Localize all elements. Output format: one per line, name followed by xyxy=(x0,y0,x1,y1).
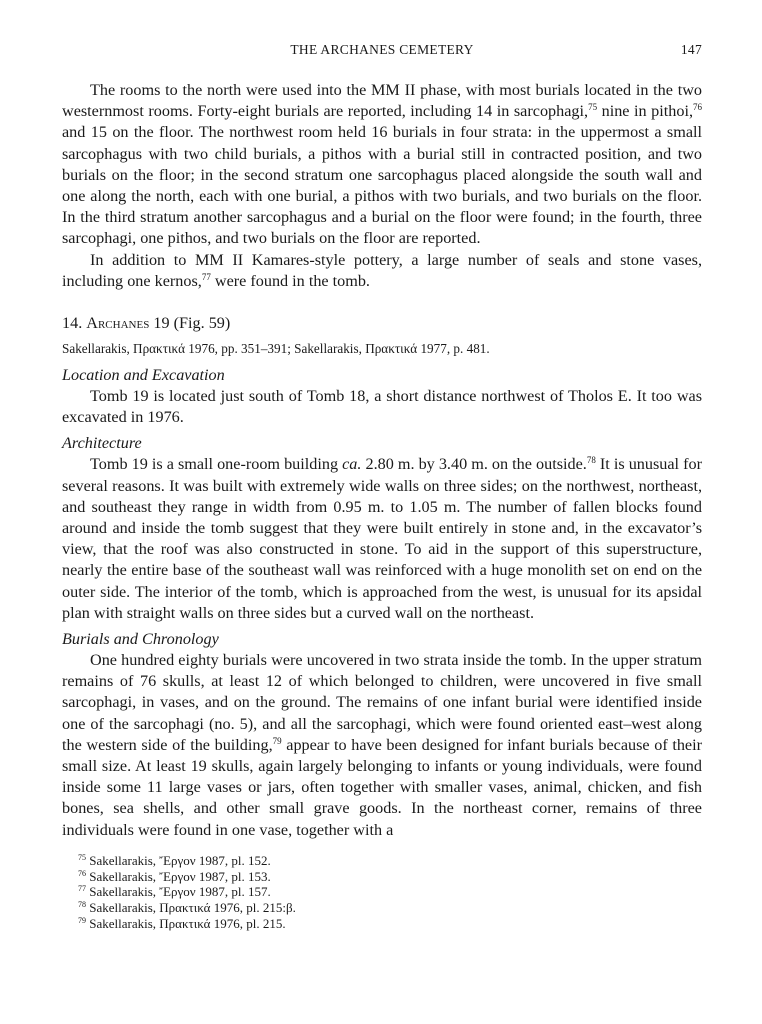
running-title: THE ARCHANES CEMETERY xyxy=(290,42,474,57)
subheading-location: Location and Excavation xyxy=(62,366,225,385)
paragraph-north-rooms xyxy=(62,80,702,250)
text-run: and 15 on the floor. The northwest room held 16 burials in four strata: in the uppermost a small sarcophagus with two child burials, a pithos with a burial still in contracted position, and two burials on the floor; in the second stratum one sarcophagus placed alongside the south wall and one along the north, each with one burial, a pithos with two burials, and two burials on the floor. In the third stratum another sarcophagus and a burial on the floor were found; in the fourth, three sarcophagi, one pithos, and two burials on the floor are reported. xyxy=(62,123,702,248)
footnote-number: 78 xyxy=(78,900,86,910)
text-run: The rooms to the north were used into the MM II phase, with most burials located in the two westernmost rooms. Forty-eight burials are reported, including 14 in sarcophagi, xyxy=(62,81,702,121)
text-run: appear to have been designed for infant burials because of their small size. At least 19 skulls, again largely belonging to infants or young individuals, were found inside some 11 large vases or jars, often together with smaller vases, animal, chicken, and fish bones, sea shells, and other small grave goods. In the northeast corner, remains of three individuals were found in one vase, together with a xyxy=(62,735,702,839)
footnote-ref-79[interactable]: 79 xyxy=(272,735,282,746)
footnote-number: 79 xyxy=(78,916,86,926)
text-run-italic: ca. xyxy=(342,455,362,474)
subheading-architecture: Architecture xyxy=(62,434,142,453)
section-number: 14. xyxy=(62,314,83,333)
text-run: 2.80 m. by 3.40 m. on the outside. xyxy=(361,455,587,474)
section-name: Archanes xyxy=(86,314,150,333)
body-text xyxy=(62,80,702,841)
footnotes xyxy=(62,853,702,932)
footnote-text: Sakellarakis, Πρακτικά 1976, pl. 215:β. xyxy=(89,900,296,916)
footnote-79 xyxy=(78,916,702,932)
footnote-ref-78[interactable]: 78 xyxy=(586,455,596,466)
text-run: One hundred eighty burials were uncovered in two strata inside the tomb. In the upper stratum remains of 76 skulls, at least 12 of which belonged to children, were uncovered in five small sarcophagi, in vases, and on the ground. The remains of one infant burial were identified inside one of the sarcophagi (no. 5), and all the sarcophagi, which were found oriented east–west along the western side of the building, xyxy=(62,651,702,754)
page-number: 147 xyxy=(680,42,702,57)
footnote-number: 76 xyxy=(78,868,86,878)
text-run: In addition to MM II Kamares-style pottery, a large number of seals and stone vases, including one kernos, xyxy=(62,250,702,290)
text-run: nine in pithoi, xyxy=(597,102,694,121)
subheading-burials: Burials and Chronology xyxy=(62,630,219,649)
section-references: Sakellarakis, Πρακτικά 1976, pp. 351–391; Sakellarakis, Πρακτικά 1977, p. 481. xyxy=(62,341,490,357)
footnote-text: Sakellarakis, Ἔργον 1987, pl. 152. xyxy=(89,852,271,868)
running-header xyxy=(62,42,702,62)
footnote-text: Sakellarakis, Ἔργον 1987, pl. 157. xyxy=(89,884,271,900)
paragraph-location: Tomb 19 is located just south of Tomb 18, a short distance northwest of Tholos E. It too was excavated in 1976. xyxy=(62,387,702,427)
paragraph-burials xyxy=(62,650,702,841)
text-run: Tomb 19 is a small one-room building xyxy=(90,455,343,474)
footnote-76 xyxy=(78,869,702,885)
footnote-number: 77 xyxy=(78,884,86,894)
footnote-78 xyxy=(78,900,702,916)
footnote-text: Sakellarakis, Πρακτικά 1976, pl. 215. xyxy=(89,916,286,932)
footnote-75 xyxy=(78,853,702,869)
footnote-77 xyxy=(78,884,702,900)
paragraph-finds xyxy=(62,250,702,292)
footnote-ref-75[interactable]: 75 xyxy=(588,102,598,113)
section-name-rest: 19 (Fig. 59) xyxy=(149,314,231,333)
text-run: It is unusual for several reasons. It was built with extremely wide walls on three sides; on the northwest, northeast, and southeast they range in width from 0.95 m. to 1.05 m. The number of fallen blocks found around and inside the tomb suggest that they were built entirely in stone and, in the excavator’s view, that the roof was also constructed in stone. To aid in the support of this superstructure, nearly the entire base of the southeast wall was reinforced with a huge monolith set on end on the outer side. The interior of the tomb, which is approached from the west, is unusual for its apsidal plan with straight walls on three sides but a curved wall on the northeast. xyxy=(62,455,702,622)
footnote-ref-76[interactable]: 76 xyxy=(693,102,703,113)
paragraph-architecture xyxy=(62,454,702,624)
section-heading xyxy=(62,313,702,334)
footnote-number: 75 xyxy=(78,852,86,862)
footnote-ref-77[interactable]: 77 xyxy=(201,271,211,282)
page xyxy=(62,42,702,932)
text-run: were found in the tomb. xyxy=(210,271,370,290)
footnote-text: Sakellarakis, Ἔργον 1987, pl. 153. xyxy=(89,868,271,884)
